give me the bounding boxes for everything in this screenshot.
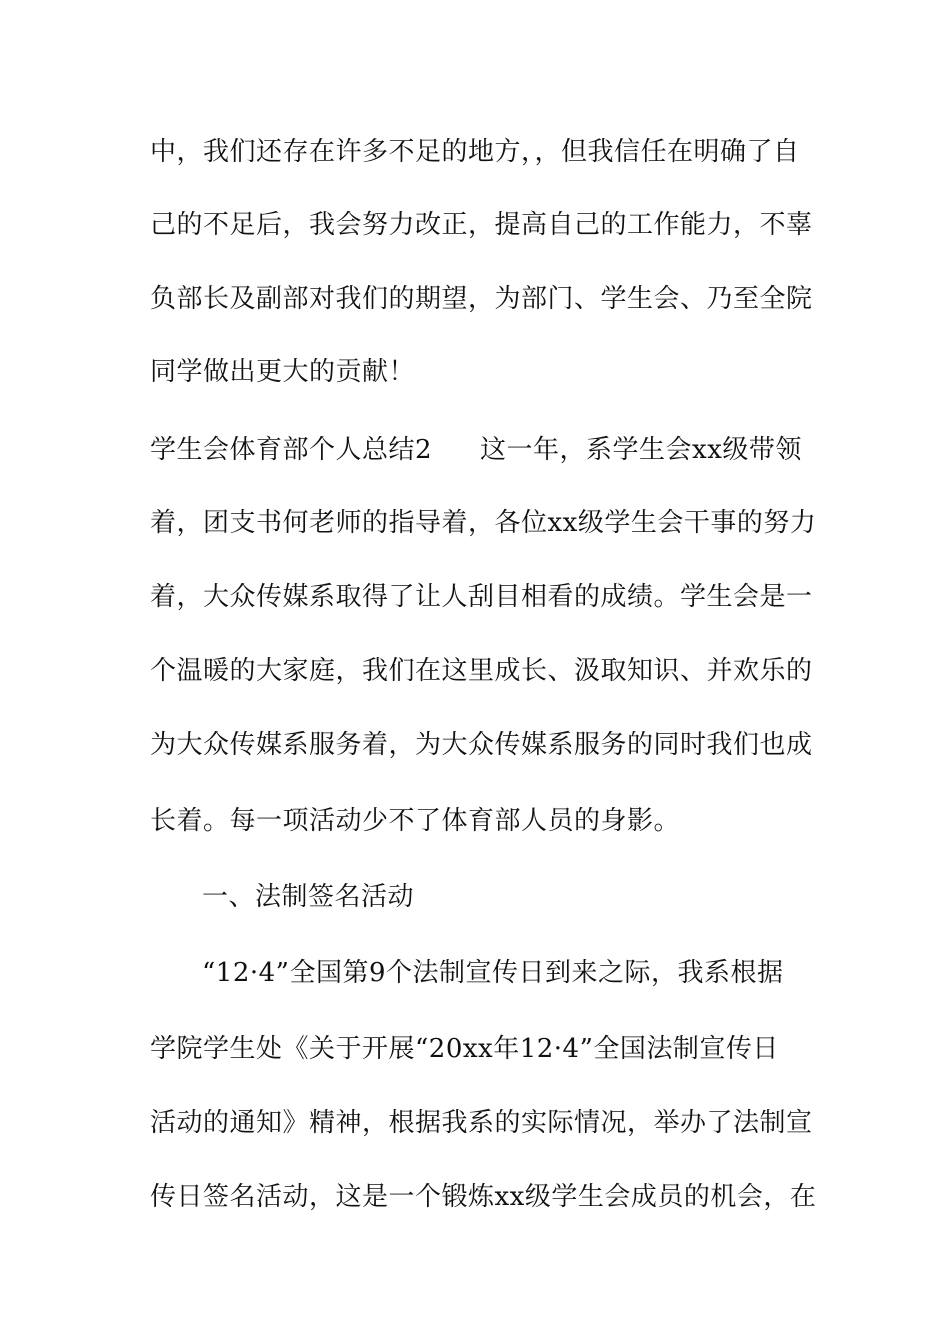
text-line: 同学做出更大的贡献！ xyxy=(150,357,416,387)
text-line: 个温暖的大家庭，我们在这里成长、汲取知识、并欢乐的 xyxy=(150,656,813,686)
section-heading-line xyxy=(150,435,802,465)
section-title: 学生会体育部个人总结2 xyxy=(150,435,433,465)
text-line: 这一年，系学生会xx级带领 xyxy=(480,435,802,465)
subsection-heading: 一、法制签名活动 xyxy=(202,882,415,912)
text-line: “12·4”全国第9个法制宣传日到来之际，我系根据 xyxy=(202,958,784,988)
text-line: 学院学生处《关于开展“20xx年12·4”全国法制宣传日 xyxy=(150,1034,779,1064)
text-line: 活动的通知》精神，根据我系的实际情况，举办了法制宣 xyxy=(150,1108,813,1138)
text-line: 着，团支书何老师的指导着，各位xx级学生会干事的努力 xyxy=(150,508,817,538)
text-line: 中，我们还存在许多不足的地方，，但我信任在明确了自 xyxy=(150,137,800,167)
text-line: 传日签名活动，这是一个锻炼xx级学生会成员的机会，在 xyxy=(150,1182,817,1212)
text-line: 负部长及副部对我们的期望，为部门、学生会、乃至全院 xyxy=(150,284,813,314)
text-line: 为大众传媒系服务着，为大众传媒系服务的同时我们也成 xyxy=(150,730,813,760)
text-line: 长着。每一项活动少不了体育部人员的身影。 xyxy=(150,806,681,836)
text-line: 己的不足后，我会努力改正，提高自己的工作能力，不辜 xyxy=(150,210,813,240)
text-line: 着，大众传媒系取得了让人刮目相看的成绩。学生会是一 xyxy=(150,582,813,612)
